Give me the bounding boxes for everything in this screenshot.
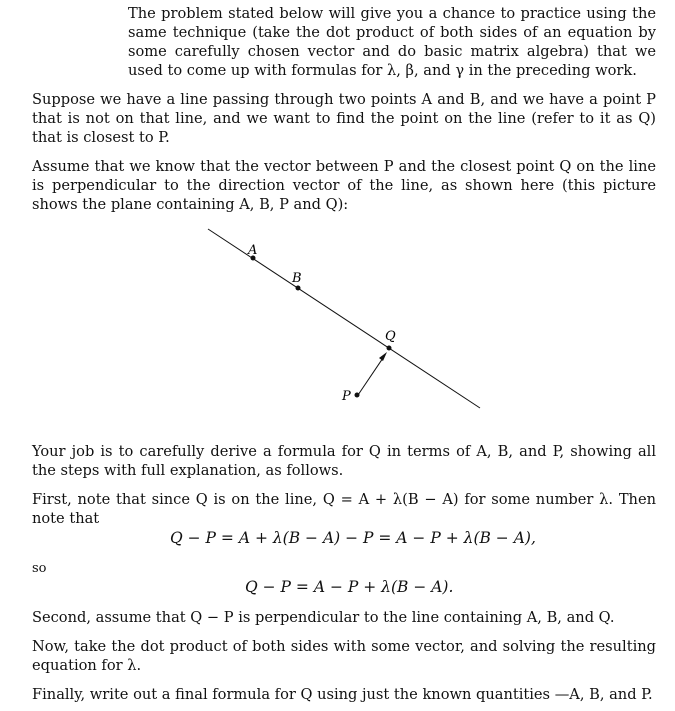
equation-1: Q − P = A + λ(B − A) − P = A − P + λ(B − A), — [170, 529, 536, 547]
perpendicular-vector-pq — [358, 355, 385, 395]
label-a: A — [248, 243, 258, 258]
step-three: Now, take the dot product of both sides with some vector, and solving the resulting equation for λ. — [32, 638, 656, 674]
perpendicular-assumption: Assume that we know that the vector between P and the closest point Q on the line is perpendicular to the direction vector of the line, as shown here (this picture shows the plane containing A, B, P and Q): — [32, 158, 656, 213]
point-q — [387, 346, 392, 351]
label-b: B — [292, 271, 302, 286]
problem-statement: Suppose we have a line passing through two points A and B, and we have a point P that is not on that line, and we want to find the point on the line (refer to it as Q) that is closest to P. — [32, 91, 656, 146]
label-q: Q — [385, 329, 396, 344]
label-p: P — [342, 389, 351, 404]
step-one: First, note that since Q is on the line, Q = A + λ(B − A) for some number λ. Then note that — [32, 491, 656, 527]
step-four: Finally, write out a final formula for Q using just the known quantities —A, B, and P. — [32, 686, 653, 703]
equation-2: Q − P = A − P + λ(B − A). — [245, 578, 454, 596]
intro-paragraph: The problem stated below will give you a chance to practice using the same technique (take the dot product of both sides of an equation by some carefully chosen vector and do basic matrix algebra) that we used to come up with formulas for λ, β, and γ in the preceding work. — [128, 5, 656, 79]
task-description: Your job is to carefully derive a formula for Q in terms of A, B, and P, showing all the steps with full explanation, as follows. — [32, 443, 656, 479]
point-p — [355, 393, 360, 398]
step-two: Second, assume that Q − P is perpendicular to the line containing A, B, and Q. — [32, 609, 615, 626]
geometry-figure — [0, 222, 675, 422]
so-text: so — [32, 561, 47, 576]
arrowhead — [379, 352, 387, 361]
point-b — [296, 286, 301, 291]
